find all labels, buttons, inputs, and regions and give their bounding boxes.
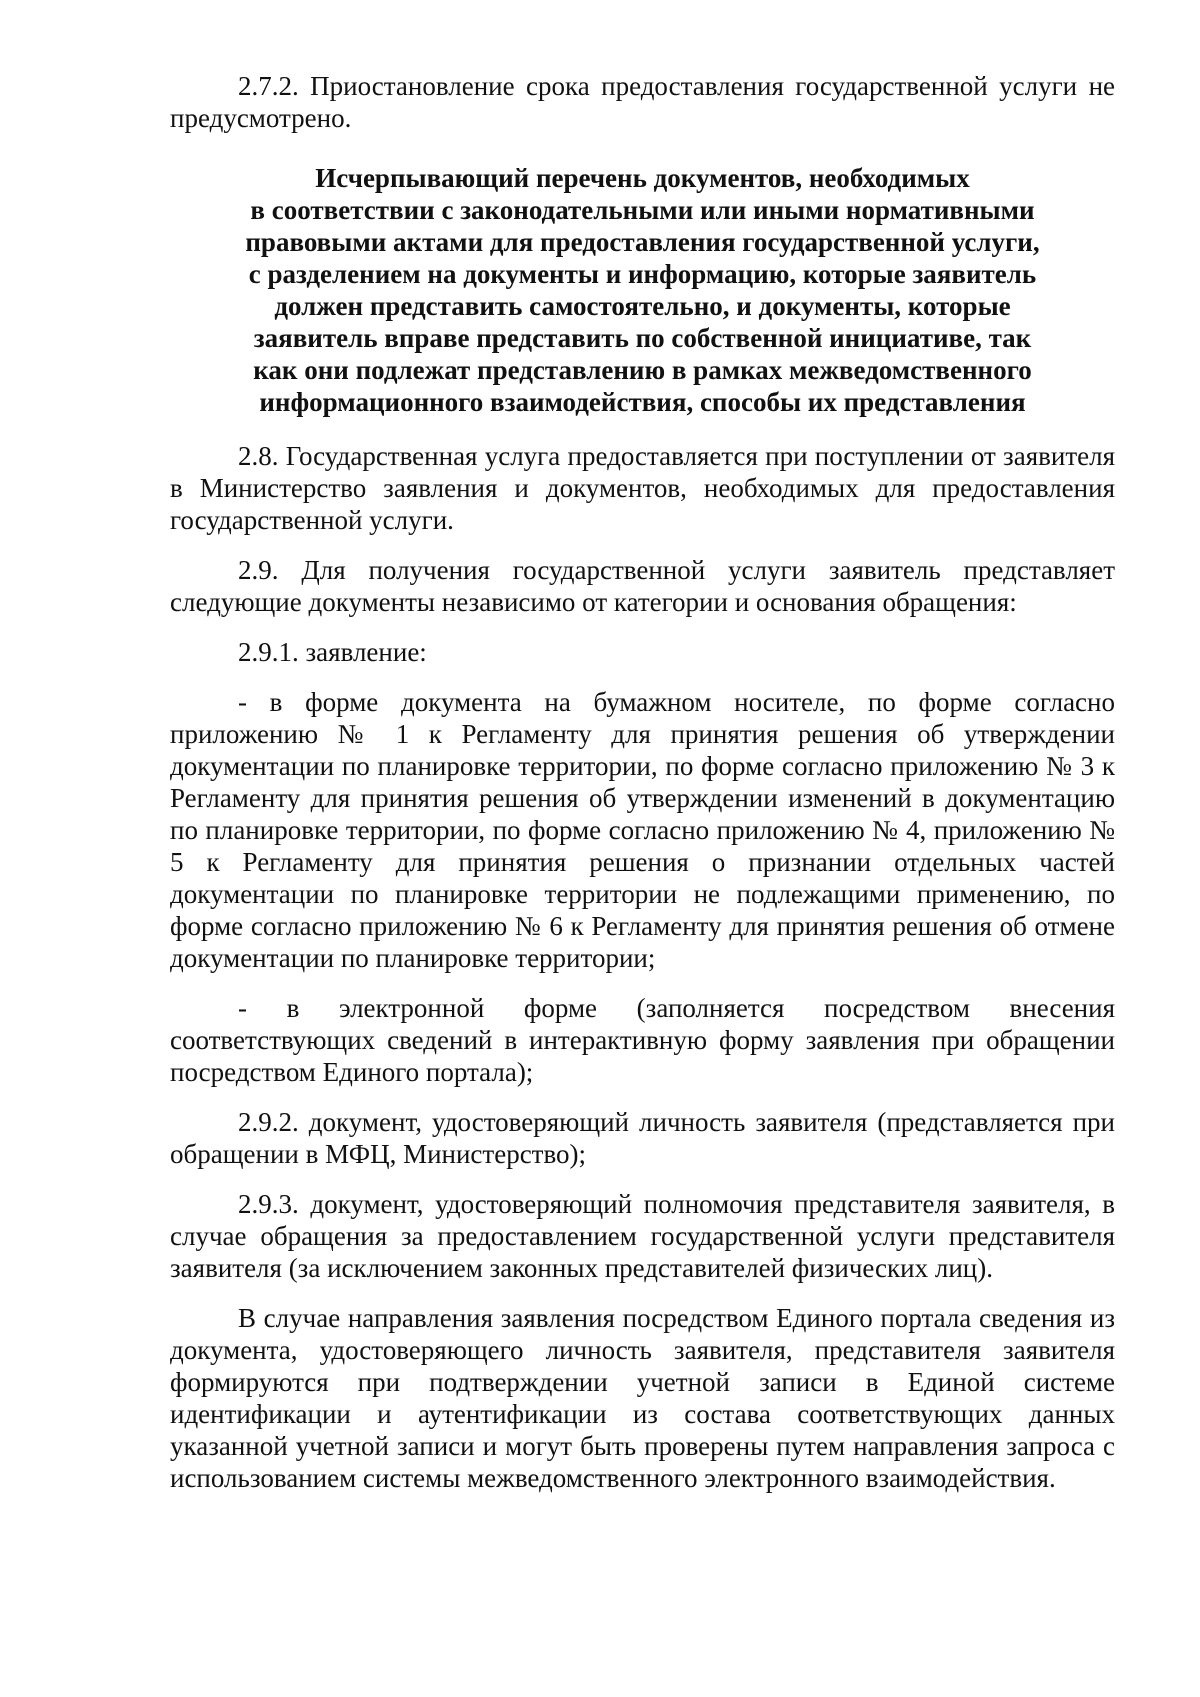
paragraph-2-9-1: 2.9.1. заявление: bbox=[238, 637, 427, 667]
paragraph-portal: В случае направления заявления посредством Единого портала сведения из документа, удостоверяющего личность заявителя, представителя заявителя формируются при подтверждении учетной записи в Единой системе идентификации и аутентификации из состава соответствующих данных указанной учетной записи и могут быть проверены путем направления запроса с использованием системы межведомственного электронного взаимодействия. bbox=[170, 1303, 1115, 1493]
paragraph-2-9-2: 2.9.2. документ, удостоверяющий личность заявителя (представляется при обращении в МФЦ, Министерство); bbox=[170, 1107, 1115, 1169]
heading-line: правовыми актами для предоставления государственной услуги, bbox=[245, 227, 1040, 257]
paragraph-2-7-2: 2.7.2. Приостановление срока предоставления государственной услуги не предусмотрено. bbox=[170, 71, 1115, 133]
document-body bbox=[170, 70, 1115, 1512]
paragraph-2-9: 2.9. Для получения государственной услуги заявитель представляет следующие документы независимо от категории и основания обращения: bbox=[170, 555, 1115, 617]
paragraph-2-9-3: 2.9.3. документ, удостоверяющий полномочия представителя заявителя, в случае обращения за предоставлением государственной услуги представителя заявителя (за исключением законных представителей физических лиц). bbox=[170, 1189, 1115, 1283]
heading-line: должен представить самостоятельно, и документы, которые bbox=[274, 291, 1011, 321]
heading-line: как они подлежат представлению в рамках межведомственного bbox=[253, 355, 1032, 385]
heading-line: заявитель вправе представить по собственной инициативе, так bbox=[253, 323, 1032, 353]
paragraph-electronic-form: - в электронной форме (заполняется посредством внесения соответствующих сведений в интерактивную форму заявления при обращении посредством Единого портала); bbox=[170, 993, 1115, 1087]
heading-line: Исчерпывающий перечень документов, необходимых bbox=[315, 163, 970, 193]
paragraph-paper-form: - в форме документа на бумажном носителе, по форме согласно приложению № 1 к Регламенту для принятия решения об утверждении документации по планировке территории, по форме согласно приложению № 3 к Регламенту для принятия решения об утверждении изменений в документацию по планировке территории, по форме согласно приложению № 4, приложению № 5 к Регламенту для принятия решения о признании отдельных частей документации по планировке территории не подлежащими применению, по форме согласно приложению № 6 к Регламенту для принятия решения об отмене документации по планировке территории; bbox=[170, 687, 1115, 973]
section-heading bbox=[210, 162, 1075, 418]
heading-line: с разделением на документы и информацию, которые заявитель bbox=[248, 259, 1037, 289]
heading-line: информационного взаимодействия, способы их представления bbox=[259, 387, 1026, 417]
paragraph-2-8: 2.8. Государственная услуга предоставляется при поступлении от заявителя в Министерство заявления и документов, необходимых для предоставления государственной услуги. bbox=[170, 441, 1115, 535]
heading-line: в соответствии с законодательными или иными нормативными bbox=[250, 195, 1035, 225]
